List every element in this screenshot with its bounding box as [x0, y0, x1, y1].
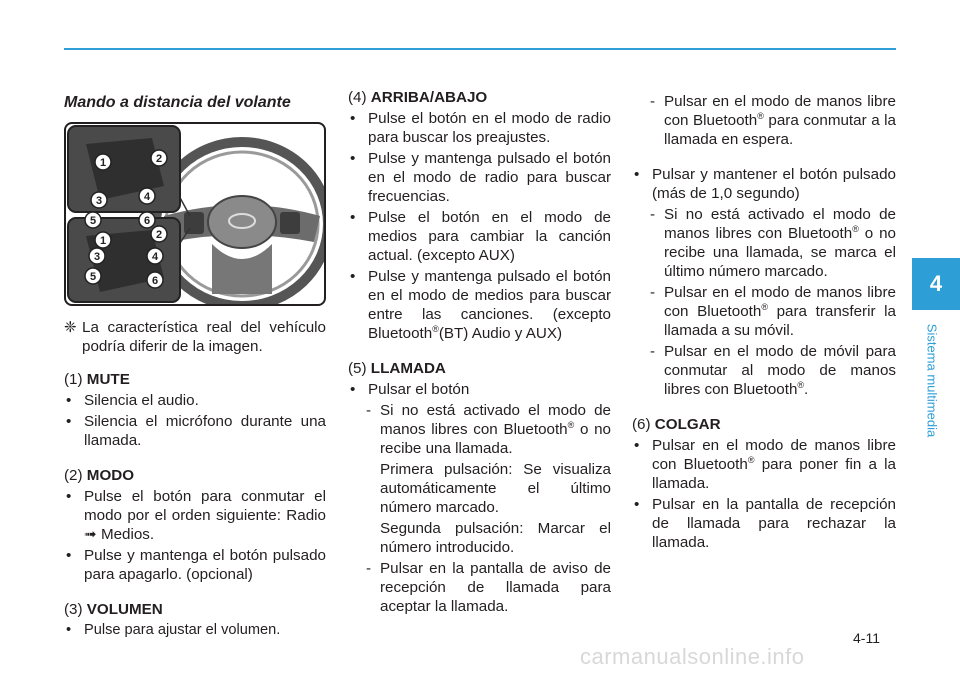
list-item: • Pulsar el botón [350, 381, 470, 398]
list-item: • Pulse el botón en el modo de radio para buscar los preajustes. [350, 110, 611, 146]
column-3 [632, 92, 896, 554]
sub-item: - Pulsar en el modo de móvil para conmutar al modo de manos libres con Bluetooth®. [650, 343, 896, 398]
sub-item: - Pulsar en la pantalla de aviso de recepción de llamada para aceptar la llamada. [366, 560, 611, 615]
chapter-tab: 4 [912, 258, 960, 310]
colgar-heading: (6) COLGAR [632, 416, 721, 433]
badge-6: 6 [151, 275, 159, 287]
mute-heading: (1) MUTE [64, 371, 130, 388]
volumen-heading: (3) VOLUMEN [64, 601, 163, 618]
section-title: Mando a distancia del volante [64, 94, 291, 111]
list-item: • Pulse y mantenga pulsado el botón en el modo de medios para buscar entre las canciones. (excepto Bluetooth®(BT) Audio y AUX) [350, 268, 611, 342]
badge-4: 4 [151, 251, 159, 263]
column-1 [64, 88, 326, 642]
list-item: • Silencia el micrófono durante una llamada. [66, 413, 326, 449]
sub-paragraph: Primera pulsación: Se visualiza automáticamente el último número marcado. [380, 461, 611, 516]
list-item: • Pulse para ajustar el volumen. [66, 622, 281, 638]
list-item: • Pulsar en el modo de manos libre con Bluetooth® para poner fin a la llamada. [634, 437, 896, 492]
list-item: • Pulsar y mantener el botón pulsado (más de 1,0 segundo) [634, 166, 896, 202]
sub-item: - Pulsar en el modo de manos libre con Bluetooth® para conmutar a la llamada en espera. [650, 93, 896, 148]
steering-wheel-figure [64, 122, 326, 306]
list-item: • Pulse y mantenga el botón pulsado para apagarlo. (opcional) [66, 547, 326, 583]
badge-1: 1 [99, 235, 107, 247]
sub-item: - Si no está activado el modo de manos libres con Bluetooth® o no recibe una llamada, se marca el último número marcado. [650, 206, 897, 280]
chapter-side-title: Sistema multimedia [924, 323, 940, 438]
steering-wheel-illustration [66, 124, 324, 304]
badge-6: 6 [143, 215, 151, 227]
badge-3: 3 [95, 195, 103, 207]
arriba-heading: (4) ARRIBA/ABAJO [348, 89, 488, 106]
list-item: • Pulse y mantenga pulsado el botón en el modo de radio para buscar frecuencias. [350, 150, 611, 205]
list-item: • Pulse el botón para conmutar el modo por el orden siguiente: Radio ➟ Medios. [66, 488, 326, 543]
llamada-heading: (5) LLAMADA [348, 360, 446, 377]
sub-item: - Si no está activado el modo de manos libres con Bluetooth® o no recibe una llamada. [366, 402, 611, 457]
watermark: carmanualsonline.info [580, 644, 805, 669]
modo-heading: (2) MODO [64, 467, 135, 484]
header-rule [64, 48, 896, 50]
note: ❈ La característica real del vehículo podría diferir de la imagen. [64, 319, 326, 355]
note-symbol-icon: ❈ [64, 319, 77, 336]
sub-item: - Pulsar en el modo de manos libre con Bluetooth® para transferir la llamada a su móvil. [650, 284, 897, 339]
badge-2: 2 [155, 229, 163, 241]
list-item: • Pulse el botón en el modo de medios para cambiar la canción actual. (excepto AUX) [350, 209, 611, 264]
badge-1: 1 [99, 157, 107, 169]
badge-5: 5 [89, 215, 97, 227]
column-2 [348, 88, 611, 618]
badge-5: 5 [89, 271, 97, 283]
list-item: • Silencia el audio. [66, 392, 199, 409]
page-number: 4-11 [853, 630, 880, 646]
badge-2: 2 [155, 153, 163, 165]
badge-4: 4 [143, 191, 151, 203]
list-item: • Pulsar en la pantalla de recepción de llamada para rechazar la llamada. [634, 496, 896, 551]
badge-3: 3 [93, 251, 101, 263]
sub-paragraph: Segunda pulsación: Marcar el número introducido. [380, 520, 611, 556]
